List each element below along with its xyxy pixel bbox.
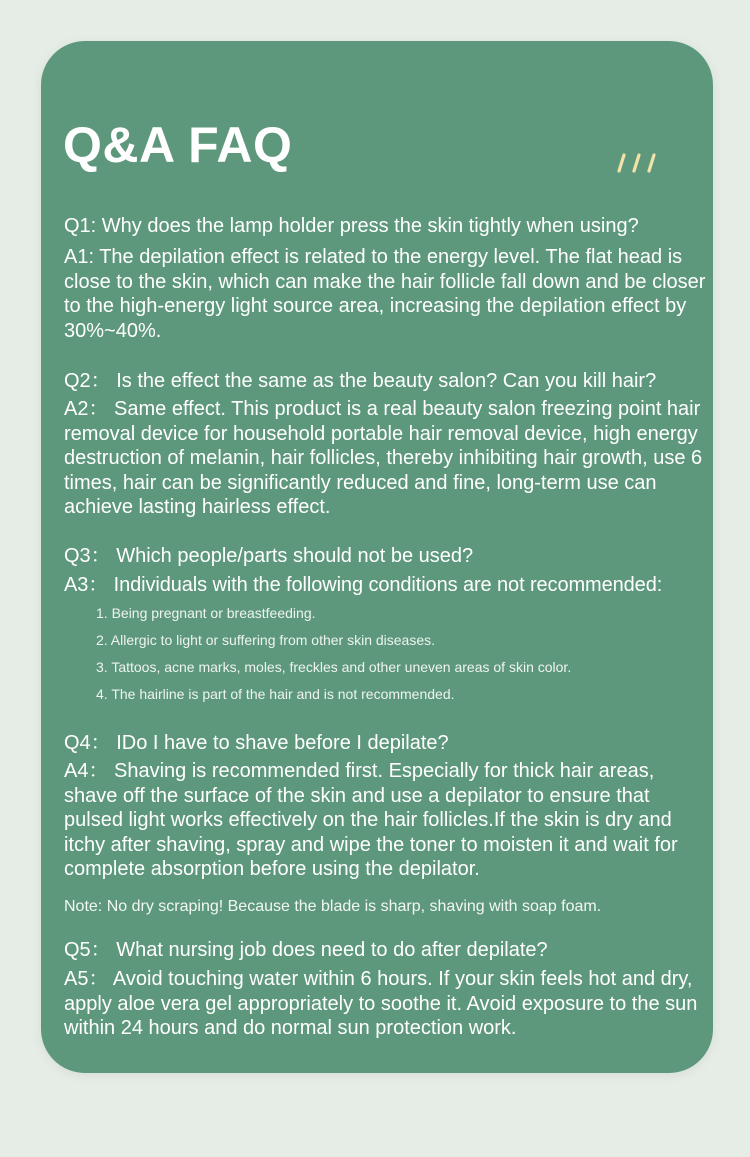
answer-4: A4： Shaving is recommended first. Especially for thick hair areas, shave off the surface of the skin and use a depilator to ensure that pulsed light works effectively on the hair follicles.If the skin is dry and itchy after shaving, spray and wipe the toner to moisten it and wait for complete absorption before using the depilator. <box>64 760 678 880</box>
faq-item-5 <box>64 937 709 1041</box>
not-recommended-list <box>96 600 709 708</box>
page-title: Q&A FAQ <box>63 117 293 173</box>
question-5: Q5： What nursing job does need to do after depilate? <box>64 939 548 961</box>
question-3: Q3： Which people/parts should not be used? <box>64 545 474 567</box>
question-1: Q1: Why does the lamp holder press the skin tightly when using? <box>64 215 639 237</box>
answer-3: A3： Individuals with the following conditions are not recommended: <box>64 574 663 596</box>
question-4: Q4： IDo I have to shave before I depilate? <box>64 732 449 754</box>
faq-item-1 <box>64 213 709 343</box>
list-item: 2. Allergic to light or suffering from other skin diseases. <box>96 631 436 648</box>
answer-1: A1: The depilation effect is related to the energy level. The flat head is close to the skin, which can make the hair follicle fall down and be closer to the high-energy light source area, increasing the depilation effect by 30%~40%. <box>64 246 706 342</box>
answer-5: A5： Avoid touching water within 6 hours. If your skin feels hot and dry, apply aloe vera gel appropriately to soothe it. Avoid exposure to the sun within 24 hours and do normal sun protection work. <box>64 968 698 1039</box>
answer-2: A2： Same effect. This product is a real beauty salon freezing point hair removal device for household portable hair removal device, high energy destruction of melanin, hair follicles, thereby inhibiting hair growth, use 6 times, hair can be significantly reduced and fine, long-term use can achieve lasting hairless effect. <box>64 398 703 518</box>
faq-item-2 <box>64 368 709 520</box>
faq-item-4 <box>64 730 709 918</box>
list-item: 4. The hairline is part of the hair and is not recommended. <box>96 685 455 702</box>
faq-card <box>41 41 713 1073</box>
shaving-note: Note: No dry scraping! Because the blade is sharp, shaving with soap foam. <box>64 897 602 915</box>
slash-decoration-icon <box>613 151 661 175</box>
faq-item-3 <box>64 543 709 708</box>
question-2: Q2： Is the effect the same as the beauty salon? Can you kill hair? <box>64 370 657 392</box>
list-item: 3. Tattoos, acne marks, moles, freckles and other uneven areas of skin color. <box>96 658 572 675</box>
list-item: 1. Being pregnant or breastfeeding. <box>96 604 316 621</box>
